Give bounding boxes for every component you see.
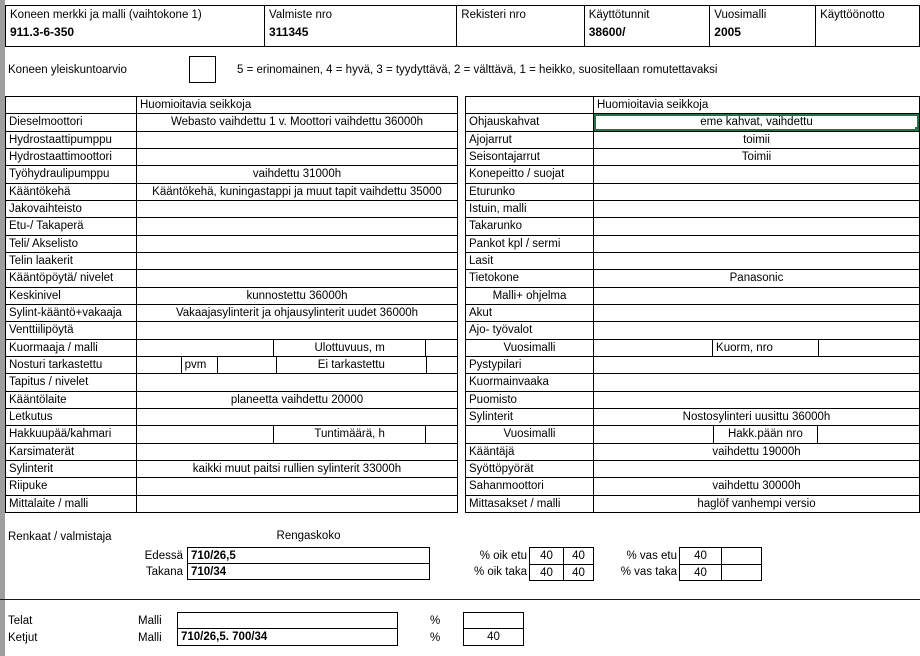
table-row [6, 339, 457, 356]
value-cell[interactable] [593, 426, 713, 442]
field-label: Koneen merkki ja malli (vaihtokone 1) [10, 9, 202, 21]
row-label: Kääntölaite [9, 393, 67, 406]
field-register-number[interactable] [456, 6, 583, 46]
condition-scale-legend: 5 = erinomainen, 4 = hyvä, 3 = tyydyttävä, 2 = välttävä, 1 = heikko, suositellaan romutettavaksi [237, 64, 718, 76]
tracks-pct-label: % [430, 615, 441, 627]
value-cell[interactable] [136, 132, 457, 148]
overall-condition-input[interactable] [189, 56, 216, 83]
value-cell[interactable]: kunnostettu 36000h [136, 288, 457, 304]
table-row [6, 113, 457, 130]
row-label: Malli+ ohjelma [492, 289, 567, 302]
value-cell[interactable] [593, 218, 919, 234]
row-label: Hydrostaattipumppu [9, 133, 112, 146]
value-cell[interactable]: Ulottuvuus, m [273, 340, 426, 356]
value-cell[interactable] [136, 322, 457, 338]
field-value: 2005 [714, 25, 741, 39]
table-row [6, 391, 457, 408]
field-value: 911.3-6-350 [10, 25, 75, 39]
field-value: 311345 [269, 25, 309, 39]
value-cell[interactable] [593, 253, 919, 269]
row-label: Hydrostaattimoottori [9, 151, 112, 164]
tracks-label: Telat [8, 615, 33, 627]
machine-info-band [5, 5, 920, 47]
front-tire-size-input[interactable]: 710/26,5 [187, 547, 430, 564]
value-cell[interactable] [425, 340, 457, 356]
pct-left-rear-cell-1[interactable]: 40 [680, 564, 721, 580]
chains-model-input[interactable]: 710/26,5. 700/34 [177, 628, 398, 646]
table-row [6, 183, 457, 200]
value-cell[interactable] [593, 236, 919, 252]
table-row [6, 321, 457, 338]
chains-pct-label: % [430, 632, 441, 644]
table-row [466, 391, 919, 408]
value-cell[interactable] [136, 496, 457, 512]
chains-pct-input[interactable]: 40 [463, 628, 524, 646]
tires-section-label: Renkaat / valmistaja [8, 531, 112, 543]
field-model-year[interactable] [709, 6, 815, 46]
field-operating-hours[interactable] [584, 6, 710, 46]
value-cell[interactable]: Panasonic [593, 270, 919, 286]
row-label: Mittasakset / malli [469, 497, 561, 510]
field-commissioning[interactable] [815, 6, 919, 46]
table-row [466, 425, 919, 442]
value-cell[interactable]: Toimii [593, 149, 919, 165]
row-label: Vuosimalli [503, 428, 556, 441]
row-label: Konepeitto / suojat [469, 168, 565, 181]
value-cell[interactable] [136, 478, 457, 494]
row-label: Syöttöpyörät [469, 463, 534, 476]
row-label: Letkutus [9, 411, 53, 424]
left-inspection-table [5, 96, 458, 513]
pct-left-rear-label: % vas taka [620, 566, 677, 578]
field-serial-number[interactable] [264, 6, 456, 46]
pct-left-grid [679, 547, 762, 581]
table-row [466, 477, 919, 494]
table-row [6, 408, 457, 425]
table-row [6, 235, 457, 252]
table-row [6, 200, 457, 217]
table-row [466, 252, 919, 269]
value-cell[interactable] [593, 184, 919, 200]
row-label: Riipuke [9, 480, 48, 493]
row-label: Tietokone [469, 272, 520, 285]
value-cell[interactable]: vaihdettu 30000h [593, 478, 919, 494]
row-label: Akut [469, 307, 493, 320]
table-header-label: Huomioitavia seikkoja [136, 97, 457, 113]
row-label: Puomisto [469, 393, 517, 406]
row-label: Istuin, malli [469, 203, 527, 216]
front-tire-label: Edessä [144, 550, 183, 562]
value-cell[interactable]: Tuntimäärä, h [273, 426, 426, 442]
tire-size-header: Rengaskoko [276, 530, 341, 542]
value-cell[interactable] [593, 392, 919, 408]
tracks-model-input[interactable] [177, 612, 398, 629]
table-row [6, 443, 457, 460]
value-cell[interactable] [136, 426, 273, 442]
row-label: Kääntöpöytä/ nivelet [9, 272, 114, 285]
value-cell[interactable] [136, 201, 457, 217]
tracks-pct-input[interactable] [463, 612, 524, 629]
header-spacer-cell [6, 97, 136, 113]
table-row [466, 148, 919, 165]
row-label: Etu-/ Takaperä [9, 220, 84, 233]
field-label: Käyttöönotto [820, 9, 885, 21]
pct-left-rear-cell-2[interactable] [721, 564, 761, 580]
table-row [466, 408, 919, 425]
row-label: Tapitus / nivelet [9, 376, 89, 389]
row-label: Pankot kpl / sermi [469, 237, 561, 250]
row-label: Ajo- työvalot [469, 324, 533, 337]
row-label: Kääntökehä [9, 185, 71, 198]
selected-cell[interactable]: eme kahvat, vaihdettu [593, 114, 919, 130]
row-label: Ohjauskahvat [469, 116, 540, 129]
pct-left-front-label: % vas etu [626, 550, 677, 562]
row-label: Seisontajarrut [469, 151, 540, 164]
table-row [466, 131, 919, 148]
value-cell[interactable] [136, 270, 457, 286]
value-cell[interactable] [593, 374, 919, 390]
value-cell[interactable] [136, 409, 457, 425]
row-label: Pystypilari [469, 359, 522, 372]
value-cell[interactable]: Ei tarkastettu [276, 357, 426, 373]
row-label: Hakkuupää/kahmari [9, 428, 112, 441]
chains-label: Ketjut [8, 632, 38, 644]
table-row [6, 217, 457, 234]
field-value: 38600/ [588, 25, 626, 39]
table-row [6, 495, 457, 512]
table-row [466, 113, 919, 130]
row-label: Kuormaaja / malli [9, 341, 98, 354]
value-cell[interactable] [136, 149, 457, 165]
row-label: Jakovaihteisto [9, 203, 82, 216]
row-label: Nosturi tarkastettu [9, 359, 103, 372]
table-row [466, 321, 919, 338]
row-label: Kääntäjä [469, 445, 515, 458]
table-header-label: Huomioitavia seikkoja [593, 97, 919, 113]
value-cell[interactable]: Nostosylinteri uusittu 36000h [593, 409, 919, 425]
table-row [6, 287, 457, 304]
value-cell[interactable] [593, 166, 919, 182]
value-cell[interactable]: Hakk.pään nro [713, 426, 816, 442]
row-label: Sylint-kääntö+vakaaja [9, 307, 122, 320]
table-header-row [6, 97, 457, 113]
table-row [466, 460, 919, 477]
table-row [6, 148, 457, 165]
value-cell[interactable]: planeetta vaihdettu 20000 [136, 392, 457, 408]
header-spacer-cell [466, 97, 593, 113]
overall-condition-label: Koneen yleiskuntoarvio [8, 64, 127, 76]
value-cell[interactable]: pvm [181, 357, 217, 373]
row-label: Eturunko [469, 185, 516, 198]
table-row [466, 495, 919, 512]
value-cell[interactable] [217, 357, 276, 373]
row-label: Vuosimalli [503, 341, 556, 354]
field-machine-make[interactable] [6, 6, 264, 46]
table-row [6, 269, 457, 286]
value-cell[interactable] [818, 340, 919, 356]
row-label: Sahanmoottori [469, 480, 544, 493]
row-label: Dieselmoottori [9, 116, 83, 129]
row-label: Kuormainvaaka [469, 376, 549, 389]
value-cell[interactable]: Kuorm, nro [712, 340, 817, 356]
table-row [466, 183, 919, 200]
pct-left-front-cell-2[interactable] [721, 548, 761, 564]
rear-tire-size-input[interactable]: 710/34 [187, 563, 430, 580]
table-header-row [466, 97, 919, 113]
table-row [6, 460, 457, 477]
value-cell[interactable] [136, 357, 181, 373]
value-cell[interactable] [136, 253, 457, 269]
value-cell[interactable]: vaihdettu 19000h [593, 444, 919, 460]
table-row [466, 443, 919, 460]
chains-model-label: Malli [138, 632, 162, 644]
value-cell[interactable]: toimii [593, 132, 919, 148]
value-cell[interactable]: Kääntökehä, kuningastappi ja muut tapit vaihdettu 35000 [136, 184, 457, 200]
value-cell[interactable] [593, 357, 919, 373]
table-row [466, 217, 919, 234]
field-label: Rekisteri nro [461, 9, 526, 21]
table-row [6, 373, 457, 390]
value-cell[interactable]: kaikki muut paitsi rullien sylinterit 33000h [136, 461, 457, 477]
pct-right-front-label: % oik etu [479, 550, 527, 562]
row-label: Mittalaite / malli [9, 497, 89, 510]
value-cell[interactable] [136, 218, 457, 234]
pct-right-rear-cell-2[interactable]: 40 [563, 564, 593, 580]
section-divider-line [0, 599, 920, 600]
row-label: Takarunko [469, 220, 523, 233]
value-cell[interactable] [593, 201, 919, 217]
value-cell[interactable] [593, 322, 919, 338]
rear-tire-label: Takana [145, 566, 183, 578]
right-inspection-table [465, 96, 920, 513]
table-row [6, 131, 457, 148]
pct-left-front-cell-1[interactable]: 40 [694, 550, 707, 562]
table-row [6, 356, 457, 373]
pct-right-grid [529, 547, 594, 581]
table-row [6, 304, 457, 321]
row-label: Keskinivel [9, 289, 61, 302]
row-label: Venttiilipöytä [9, 324, 74, 337]
table-row [466, 235, 919, 252]
pct-right-rear-label: % oik taka [473, 566, 527, 578]
row-label: Sylinterit [469, 411, 514, 424]
table-row [466, 373, 919, 390]
table-row [6, 477, 457, 494]
row-label: Karsimaterät [9, 445, 75, 458]
value-cell[interactable] [593, 288, 919, 304]
row-label: Teli/ Akselisto [9, 237, 79, 250]
value-cell[interactable] [136, 374, 457, 390]
table-row [466, 304, 919, 321]
row-label: Työhydraulipumppu [9, 168, 110, 181]
row-label: Lasit [469, 255, 494, 268]
value-cell[interactable] [817, 426, 919, 442]
value-cell[interactable] [593, 305, 919, 321]
row-label: Telin laakerit [9, 255, 73, 268]
row-label: Ajojarrut [469, 133, 512, 146]
pct-right-rear-cell-1[interactable]: 40 [530, 564, 563, 580]
value-cell[interactable] [136, 444, 457, 460]
value-cell[interactable] [426, 357, 457, 373]
pct-right-front-cell-1[interactable]: 40 [540, 550, 553, 562]
table-row [466, 269, 919, 286]
table-row [6, 165, 457, 182]
table-row [466, 200, 919, 217]
field-label: Käyttötunnit [588, 9, 650, 21]
row-label: Sylinterit [9, 463, 54, 476]
value-cell[interactable] [593, 340, 712, 356]
value-cell[interactable] [136, 340, 273, 356]
value-cell[interactable]: Vakaajasylinterit ja ohjausylinterit uudet 36000h [136, 305, 457, 321]
value-cell[interactable]: Webasto vaihdettu 1 v. Moottori vaihdettu 36000h [136, 114, 457, 130]
pct-right-front-cell-2[interactable]: 40 [563, 548, 593, 564]
table-row [466, 287, 919, 304]
field-label: Vuosimalli [714, 9, 767, 21]
tracks-model-label: Malli [138, 615, 162, 627]
value-cell[interactable] [425, 426, 457, 442]
value-cell[interactable]: vaihdettu 31000h [136, 166, 457, 182]
table-row [466, 165, 919, 182]
value-cell[interactable] [593, 461, 919, 477]
field-label: Valmiste nro [269, 9, 333, 21]
value-cell[interactable]: haglöf vanhempi versio [593, 496, 919, 512]
table-row [466, 339, 919, 356]
value-cell[interactable] [136, 236, 457, 252]
table-row [6, 252, 457, 269]
table-row [466, 356, 919, 373]
table-row [6, 425, 457, 442]
